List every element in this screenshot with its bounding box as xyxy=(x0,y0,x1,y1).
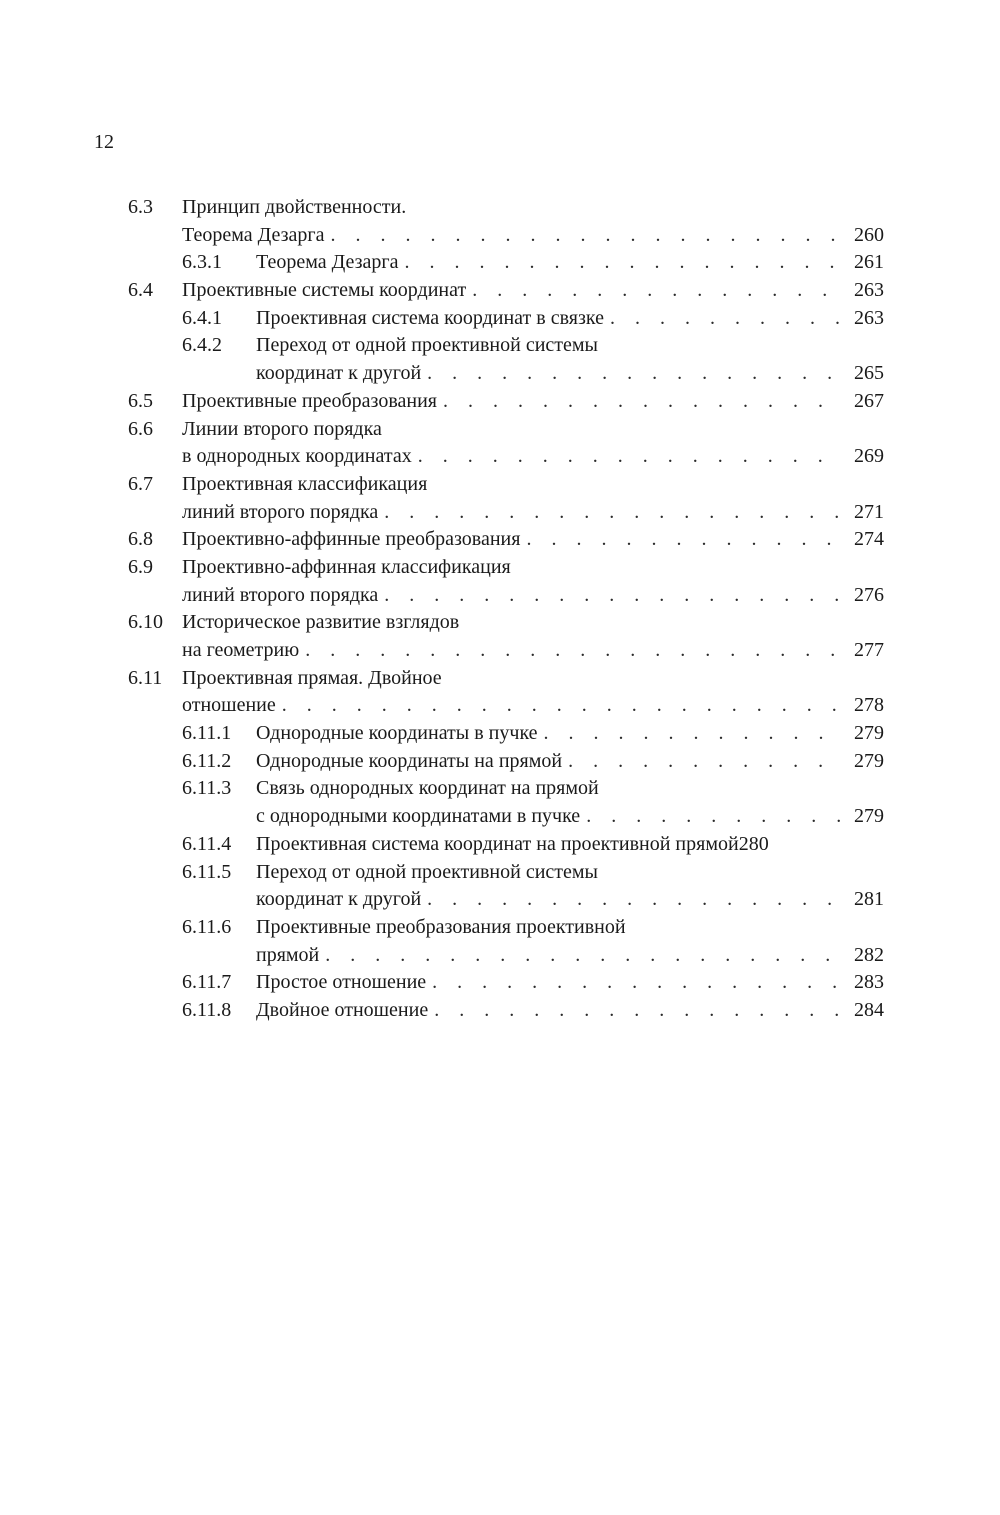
dot-leader xyxy=(398,249,844,277)
toc-entry xyxy=(0,886,1000,914)
dot-leader xyxy=(580,803,844,831)
toc-entry xyxy=(0,360,1000,388)
dot-leader xyxy=(412,443,844,471)
toc-entry-page: 280 xyxy=(738,832,769,855)
dot-leader xyxy=(426,969,844,997)
toc-entry xyxy=(0,416,1000,444)
toc-entry-number: 6.4 xyxy=(128,279,153,302)
toc-entry-page: 263 xyxy=(854,279,884,302)
toc-entry xyxy=(0,249,1000,277)
toc-entry-page: 269 xyxy=(854,445,884,468)
toc-entry-title: Проективная система координат в связке xyxy=(256,306,604,329)
dot-leader xyxy=(437,388,844,416)
toc-entry-title: координат к другой xyxy=(256,362,422,385)
toc-entry xyxy=(0,554,1000,582)
toc-entry xyxy=(0,277,1000,305)
dot-leader xyxy=(276,692,844,720)
toc-entry-number: 6.4.1 xyxy=(182,306,222,329)
toc-entry-number: 6.10 xyxy=(128,611,163,634)
toc-entry xyxy=(0,637,1000,665)
toc-entry-title: Однородные координаты в пучке xyxy=(256,722,538,745)
toc-entry-title: Проективные преобразования xyxy=(182,389,437,412)
dot-leader xyxy=(466,277,844,305)
toc-entry-title: Проективные преобразования проективной xyxy=(256,915,626,938)
toc-entry-title: Простое отношение xyxy=(256,971,427,994)
dot-leader xyxy=(520,526,844,554)
toc-entry xyxy=(0,942,1000,970)
toc-entry-title: Теорема Дезарга xyxy=(182,223,325,246)
toc-entry-title: Проективно-аффинные преобразования xyxy=(182,528,521,551)
toc-entry-number: 6.6 xyxy=(128,417,153,440)
toc-entry-page: 260 xyxy=(854,223,884,246)
toc-entry-page: 282 xyxy=(854,943,884,966)
toc-entry-number: 6.11.2 xyxy=(182,749,232,772)
toc-entry xyxy=(0,222,1000,250)
toc-entry-title: с однородными координатами в пучке xyxy=(256,805,581,828)
toc-entry-page: 277 xyxy=(854,639,884,661)
toc-entry-number: 6.3.1 xyxy=(182,251,222,274)
toc-entry-title: в однородных координатах xyxy=(182,445,412,468)
toc-entry-number: 6.11.5 xyxy=(182,860,232,883)
toc-entry-number: 6.8 xyxy=(128,528,153,551)
dot-leader xyxy=(324,222,844,250)
toc-entry-number: 6.11.3 xyxy=(182,777,232,800)
toc-entry-title: отношение xyxy=(182,694,276,717)
toc-entry-page: 284 xyxy=(854,998,884,1021)
dot-leader xyxy=(421,360,844,388)
dot-leader xyxy=(378,582,844,610)
toc-entry-number: 6.7 xyxy=(128,472,153,495)
toc-entry xyxy=(0,803,1000,831)
toc-entry xyxy=(0,775,1000,803)
toc-entry xyxy=(0,443,1000,471)
toc-entry-page: 274 xyxy=(854,528,884,551)
toc-entry-title: Проективно-аффинная классификация xyxy=(182,555,511,578)
toc-entry-title: прямой xyxy=(256,943,320,966)
toc-entry-title: Проективные системы координат xyxy=(182,279,467,302)
toc-entry-number: 6.11.6 xyxy=(182,915,232,938)
toc-entry-title: Однородные координаты на прямой xyxy=(256,749,563,772)
toc-entry-page: 281 xyxy=(854,888,884,911)
dot-leader xyxy=(378,499,844,527)
toc-entry-title: Проективная система координат на проективной прямой xyxy=(256,832,739,855)
dot-leader xyxy=(421,886,844,914)
toc-entry xyxy=(0,859,1000,887)
toc-entry xyxy=(0,748,1000,776)
toc-entry-title: линий второго порядка xyxy=(182,583,379,606)
toc-entry-page: 283 xyxy=(854,971,884,994)
dot-leader xyxy=(538,720,844,748)
toc-entry xyxy=(0,332,1000,360)
toc-entry xyxy=(0,692,1000,720)
toc-entry xyxy=(0,665,1000,693)
page-number: 12 xyxy=(94,131,114,153)
dot-leader xyxy=(604,305,844,333)
toc-entry xyxy=(0,720,1000,748)
dot-leader xyxy=(319,942,844,970)
toc-entry xyxy=(0,499,1000,527)
toc-entry xyxy=(0,388,1000,416)
toc-entry-title: Проективная классификация xyxy=(182,472,428,495)
toc-entry-title: координат к другой xyxy=(256,888,422,911)
toc-entry xyxy=(0,305,1000,333)
table-of-contents xyxy=(0,194,1000,1025)
toc-entry xyxy=(0,471,1000,499)
toc-entry-number: 6.11.4 xyxy=(182,832,232,855)
toc-entry-title: Теорема Дезарга xyxy=(256,251,399,274)
toc-entry-title: Переход от одной проективной системы xyxy=(256,860,598,883)
dot-leader xyxy=(299,637,844,665)
toc-entry-page: 261 xyxy=(854,251,884,274)
toc-entry-page: 263 xyxy=(854,306,884,329)
toc-entry-title: Проективная прямая. Двойное xyxy=(182,666,442,689)
toc-entry-title: Принцип двойственности. xyxy=(182,196,407,218)
toc-entry-number: 6.11.7 xyxy=(182,971,232,994)
toc-entry-page: 279 xyxy=(854,722,884,745)
toc-entry-number: 6.5 xyxy=(128,389,153,412)
toc-entry-title: линий второго порядка xyxy=(182,500,379,523)
toc-entry-page: 279 xyxy=(854,805,884,828)
toc-entry xyxy=(0,194,1000,222)
toc-entry xyxy=(0,831,1000,859)
toc-entry-title: Связь однородных координат на прямой xyxy=(256,777,599,800)
toc-entry xyxy=(0,526,1000,554)
toc-entry xyxy=(0,582,1000,610)
toc-entry xyxy=(0,997,1000,1025)
dot-leader xyxy=(562,748,844,776)
toc-entry-page: 267 xyxy=(854,389,884,412)
toc-entry xyxy=(0,609,1000,637)
toc-entry-page: 278 xyxy=(854,694,884,717)
toc-entry-number: 6.3 xyxy=(128,196,153,218)
toc-entry-number: 6.11.1 xyxy=(182,722,232,745)
toc-entry-title: Линии второго порядка xyxy=(182,417,382,440)
toc-entry xyxy=(0,914,1000,942)
toc-entry-title: Двойное отношение xyxy=(256,998,429,1021)
toc-entry xyxy=(0,969,1000,997)
toc-entry-title: Историческое развитие взглядов xyxy=(182,611,460,634)
toc-entry-page: 271 xyxy=(854,500,884,523)
toc-entry-page: 279 xyxy=(854,749,884,772)
toc-entry-number: 6.11 xyxy=(128,666,163,689)
toc-entry-title: на геометрию xyxy=(182,639,300,661)
dot-leader xyxy=(428,997,844,1025)
toc-entry-number: 6.4.2 xyxy=(182,334,222,357)
toc-entry-number: 6.11.8 xyxy=(182,998,232,1021)
toc-entry-title: Переход от одной проективной системы xyxy=(256,334,598,357)
toc-entry-page: 276 xyxy=(854,583,884,606)
toc-entry-page: 265 xyxy=(854,362,884,385)
toc-entry-number: 6.9 xyxy=(128,555,153,578)
